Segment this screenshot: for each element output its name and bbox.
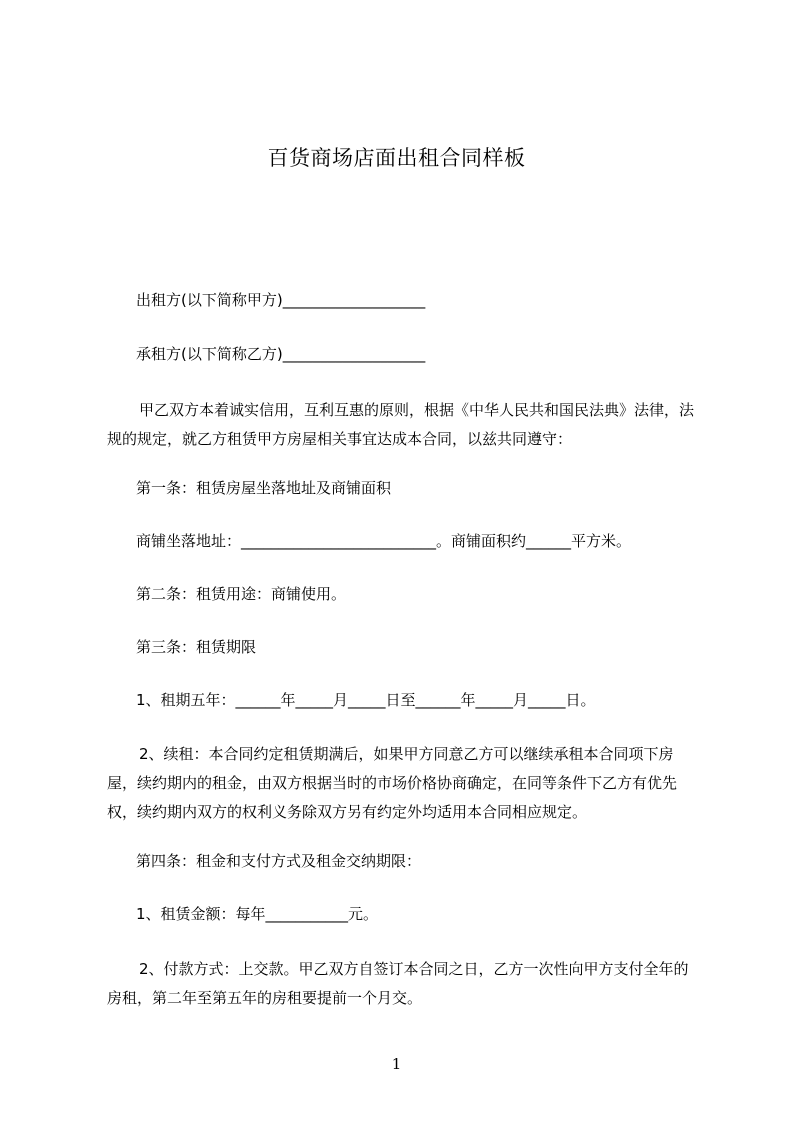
preamble-paragraph: 甲乙双方本着诚实信用，互利互惠的原则，根据《中华人民共和国民法典》法律，法规的规定，就乙方租赁甲方房屋相关事宜达成本合同，以兹共同遵守： — [107, 401, 695, 448]
party-b-line: 承租方(以下简称乙方)___________________ — [136, 345, 426, 363]
page-number: 1 — [391, 1055, 402, 1073]
article-3-item-1: 1、租期五年：______年_____月_____日至______年_____月_____日。 — [136, 691, 596, 709]
document-title: 百货商场店面出租合同样板 — [267, 146, 526, 170]
article-1-address: 商铺坐落地址：__________________________。商铺面积约______平方米。 — [136, 532, 632, 550]
article-2-heading: 第二条：租赁用途：商铺使用。 — [136, 585, 347, 603]
party-a-line: 出租方(以下简称甲方)___________________ — [136, 291, 426, 309]
article-4-heading: 第四条：租金和支付方式及租金交纳期限： — [136, 852, 422, 870]
article-4-item-1: 1、租赁金额：每年___________元。 — [136, 905, 379, 923]
article-4-item-2: 2、付款方式：上交款。甲乙双方自签订本合同之日，乙方一次性向甲方支付全年的房租，第二年至第五年的房租要提前一个月交。 — [107, 960, 689, 1007]
article-3-heading: 第三条：租赁期限 — [136, 638, 257, 656]
article-3-item-2: 2、续租：本合同约定租赁期满后，如果甲方同意乙方可以继续承租本合同项下房屋，续约期内的租金，由双方根据当时的市场价格协商确定，在同等条件下乙方有优先权，续约期内双方的权利义务除双方另有约定外均适用本合同相应规定。 — [107, 745, 678, 821]
article-1-heading: 第一条：租赁房屋坐落地址及商铺面积 — [136, 479, 392, 497]
